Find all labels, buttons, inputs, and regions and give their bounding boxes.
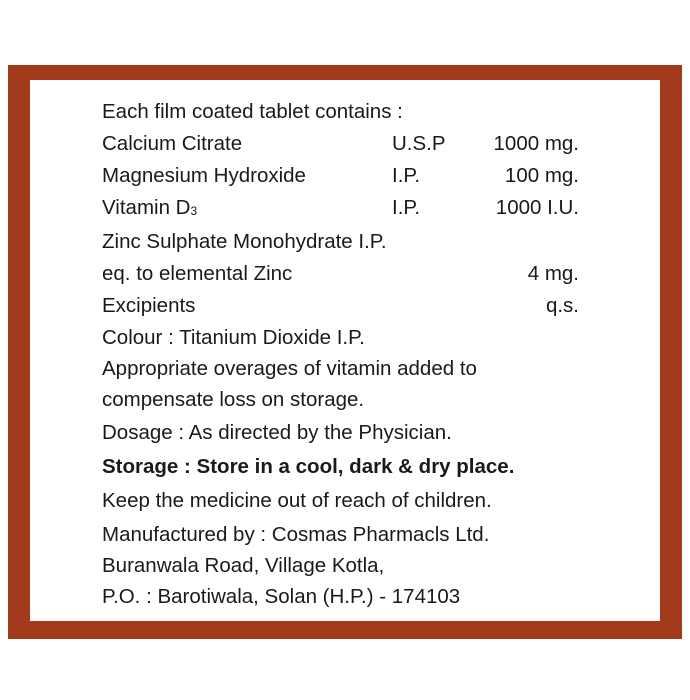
ingredient-amount: 1000 mg. xyxy=(493,132,579,155)
overages-text-2: compensate loss on storage. xyxy=(102,388,365,411)
intro-text: Each film coated tablet contains : xyxy=(102,100,403,123)
ingredient-standard: U.S.P xyxy=(392,132,446,155)
zinc-equivalent-amount: 4 mg. xyxy=(527,262,579,285)
zinc-equivalent-row xyxy=(102,262,579,286)
manufacturer-line-3: P.O. : Barotiwala, Solan (H.P.) - 174103 xyxy=(102,585,461,608)
excipients-name: Excipients xyxy=(102,294,196,317)
ingredient-name: Magnesium Hydroxide xyxy=(102,164,306,187)
vitamin-d-subscript: 3 xyxy=(190,204,198,218)
dosage-text: Dosage : As directed by the Physician. xyxy=(102,421,452,444)
ingredient-standard: I.P. xyxy=(392,196,421,219)
ingredient-row xyxy=(102,164,579,188)
storage-text: Storage : Store in a cool, dark & dry place. xyxy=(102,455,515,478)
ingredient-row xyxy=(102,132,579,156)
keep-away-text: Keep the medicine out of reach of children. xyxy=(102,489,492,512)
excipients-row xyxy=(102,294,579,318)
ingredient-standard: I.P. xyxy=(392,164,421,187)
ingredient-amount: 1000 I.U. xyxy=(495,196,579,219)
vitamin-d-label: Vitamin D xyxy=(102,196,191,219)
ingredient-amount: 100 mg. xyxy=(504,164,579,187)
manufacturer-line-1: Manufactured by : Cosmas Pharmacls Ltd. xyxy=(102,523,490,546)
colour-text: Colour : Titanium Dioxide I.P. xyxy=(102,326,365,349)
ingredient-row xyxy=(102,196,579,220)
ingredient-name xyxy=(102,196,197,222)
excipients-amount: q.s. xyxy=(545,294,579,317)
zinc-line: Zinc Sulphate Monohydrate I.P. xyxy=(102,230,387,253)
overages-text-1: Appropriate overages of vitamin added to xyxy=(102,357,477,380)
ingredient-name: Calcium Citrate xyxy=(102,132,243,155)
manufacturer-line-2: Buranwala Road, Village Kotla, xyxy=(102,554,385,577)
label-panel xyxy=(30,80,660,621)
zinc-equivalent-name: eq. to elemental Zinc xyxy=(102,262,293,285)
label-border-frame xyxy=(8,65,682,639)
